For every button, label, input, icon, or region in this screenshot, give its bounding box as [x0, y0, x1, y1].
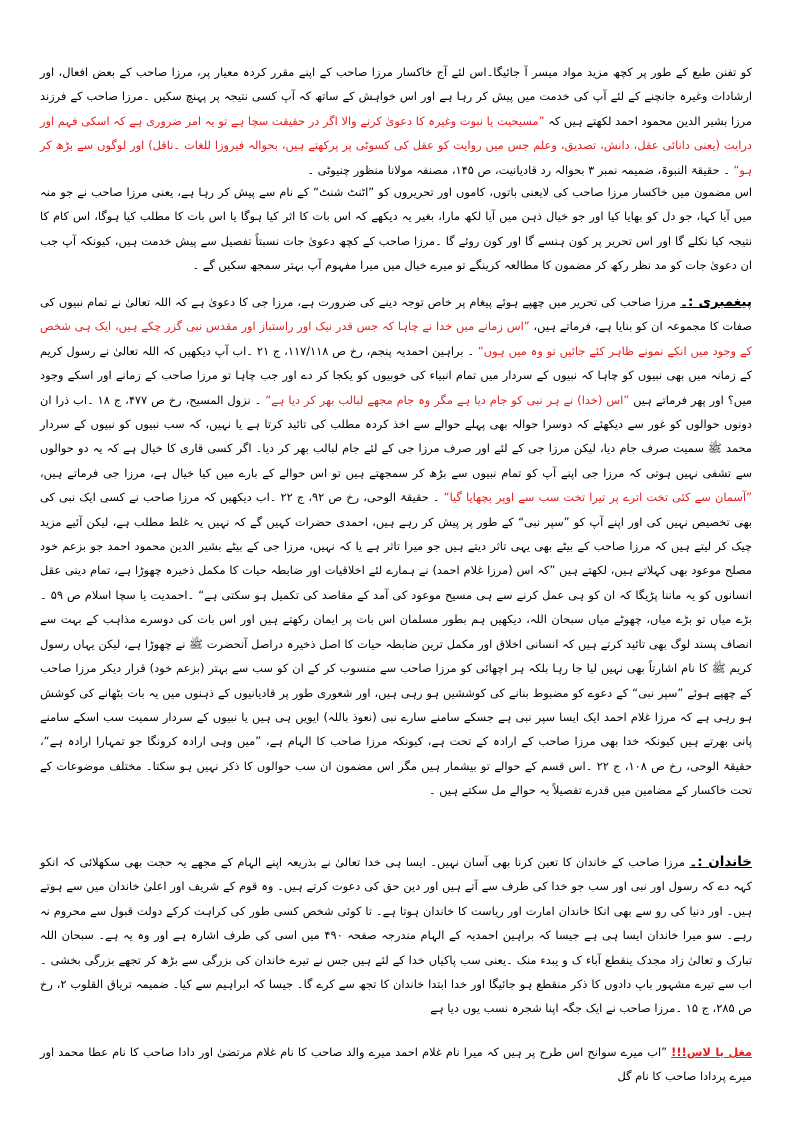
lineage-quote: ”اب میرے سوانح اس طرح پر ہیں کہ میرا نام غلام احمد میرے والد صاحب کا نام غلام مرتضیٰ اور دادا صاحب کا نام عطا محمد اور میرے پردادا صاحب کا نام گل — [40, 1045, 752, 1084]
prophethood-intro: مرزا صاحب کی تحریر میں چھپے ہوئے پیغام پر خاص توجہ دینے کی ضرورت ہے، مرزا جی کا دعویٰ ہے کہ اللہ تعالیٰ نے تمام نبیوں کی صفات کا مجموعہ ان کو بنایا ہے، فرماتے ہیں، — [40, 295, 752, 334]
quote-full-cup: ”اس (خدا) نے ہر نبی کو جام دیا ہے مگر وہ جام مجھے لبالب بھر کر دیا ہے“ — [265, 392, 630, 407]
prophethood-text-2: ۔ نزول المسیح، رخ ص ۴۷۷، ج ۱۸ ۔اب ذرا ان دونوں حوالوں کو غور سے دیکھئے کہ دوسرا حوالہ بھی پہلے حوالے سے اخذ کردہ مطلب کی تائید کرتا ہے یا نہیں، کہ سب نبیوں کو نبیوں کے سردار محمد ﷺ سمیت صرف جام دیا، لیکن مرزا جی کے لئے اور صرف مرزا جی کے لئے جام لبالب بھر کر دیا۔ اگر کسی قاری کا خیال ہے کہ یہ دو حوالوں سے تشفی نہیں ہوتی کہ مرزا جی اپنے آپ کو تمام نبیوں سے بڑھ کر سمجھتے ہیں تو اس حوالے کے بارے میں کیا خیال ہے، مرزا جی فرماتے ہیں، — [40, 392, 752, 480]
prophethood-text-1: ۔ براہین احمدیہ پنجم، رخ ص ۱۱۷/۱۱۸، ج ۲۱ ۔اب آپ دیکھیں کہ اللہ تعالیٰ نے رسول کریم کے زمانہ میں بھی نبیوں کو چاہا کہ نبیوں کے سردار میں تمام انبیاء کی خوبیوں کو یکجا کر دے اور جب چاہا تو مرزا صاحب کے زمانے اور اسکے وجود میں؟ اور پھر فرماتے ہیں — [40, 343, 753, 407]
prophethood-text-3: ۔ حقیقۃ الوحی، رخ ص ۹۲، ج ۲۲ ۔اب دیکھیں کہ مرزا صاحب نے کسی ایک نبی کی بھی تخصیص نہیں کی اور اپنے آپ کو ”سپر نبی“ کے طور پر پیش کر رہے ہیں، احمدی حضرات کہیں گے کہ نہیں یہ غلط مطلب ہے، لیکن آئیے مزید چیک کر لیتے ہیں کہ مرزا صاحب کے بیٹے بھی یہی تاثر دیتے ہیں جو میرا تاثر ہے یا کہ نہیں، مرزا جی کے بیٹے بشیر الدین محمود احمد جو بزعم خود مصلح موعود بھی کہلاتے ہیں، لکھتے ہیں ”کہ اس (مرزا غلام احمد) نے ہمارے لئے اخلاقیات اور ضابطہ حیات کا مکمل ذخیرہ چھوڑا ہے، تمام دینی عقل انسانوں کو یہ ماننا پڑیگا کہ ان کو ہی عمل کرنے سے ہی مسیح موعود کی آمد کے مقاصد کی تکمیل ہو سکتی ہے“ ۔احمدیت یا سچا اسلام ص ۵۹ ۔بڑے میاں تو بڑے میاں، چھوٹے میاں سبحان اللہ، دیکھیں ہم بطور مسلمان اس بات پر ایمان رکھتے ہیں اور اس بات کی دوسرے مذاہب کے بہت سے انصاف پسند لوگ بھی تائید کرتے ہیں کہ انسانی اخلاق اور مکمل ترین ضابطہ حیات کا اصل ذخیرہ دراصل آنحضرت ﷺ نے چھوڑا ہے، لیکن یہاں رسول کریم ﷺ کا نام اشارتاً بھی نہیں لیا جا رہا بلکہ ہر اچھائی کو مرزا صاحب سے منسوب کر کے ان کو سب سے بہتر (بزعم خود) قرار دیکر مرزا صاحب کے چھپے ہوئے ”سپر نبی“ کے دعوے کو مضبوط بنانے کی کوششیں ہو رہی ہیں، اور شعوری طور پر قادیانیوں کے ذہنوں میں یہ بات بٹھانے کی کوشش ہو رہی ہے کہ مرزا غلام احمد ایک ایسا سپر نبی ہے جسکے سامنے سارے نبی (نعوذ باللہ) ایویں ہی ہیں یا نبیوں کے سردار سمیت سب اسکے سامنے پانی بھرتے ہیں کیونکہ خدا بھی مرزا صاحب کے ارادہ کے تحت ہے، کیونکہ مرزا صاحب کا الہام ہے، ”میں وہی ارادہ کرونگا جو تمہارا ارادہ ہے“، حقیقۃ الوحی، رخ ص ۱۰۸، ج ۲۲ ۔اس قسم کے حوالے تو بیشمار ہیں مگر اس مضمون ان سب حوالوں کا ذکر نہیں ہو سکتا۔ مختلف موضوعات کے تحت خاکسار کے مضامین میں قدرے تفصیلاً یہ حوالے مل سکتے ہیں ۔ — [40, 490, 752, 798]
lineage-heading: مغل یا لاس!!! — [671, 1045, 752, 1059]
intro-text: کو تفنن طبع کے طور پر کچھ مزید مواد میسر آ جائیگا۔اس لئے آج خاکسار مرزا صاحب کے اپنے مقرر کردہ معیار پر، مرزا صاحب کے بعض افعال، اور ارشادات وغیرہ جانچنے کے لئے آپ کی خدمت میں پیش کر رہا ہے اور اس خواہش کے ساتھ کہ آپ کسی نتیجہ پر پہنچ سکیں ۔مرزا صاحب کے فرزند مرزا بشیر الدین محمود احمد لکھتے ہیں کہ — [40, 65, 753, 128]
family-section — [40, 850, 752, 1021]
quote-all-prophets: ”اس زمانے میں خدا نے چاہا کہ جس قدر نیک اور راستباز اور مقدس نبی گزر چکے ہیں، ایک ہی شخص کے وجود میں انکے نمونے ظاہر کئے جائیں تو وہ میں ہوں“ — [40, 319, 752, 358]
intro-reference: ۔ حقیقۃ النبوۃ، ضمیمہ نمبر ۳ بحوالہ رد قادیانیت، ص ۱۴۵، مصنفہ مولانا منظور چنیوٹی ۔ — [307, 162, 730, 177]
lineage-paragraph — [40, 1040, 752, 1089]
intro-paragraph — [40, 60, 752, 182]
section-heading-family: خاندان :۔ — [689, 854, 753, 870]
quote-throne: ”آسمان سے کئی تخت اترے پر تیرا تخت سب سے اوپر بچھایا گیا“ — [443, 490, 752, 505]
family-text: مرزا صاحب کے خاندان کا تعین کرنا بھی آسان نہیں۔ ایسا ہی خدا تعالیٰ نے بذریعہ اپنے الہام کے مجھے یہ حجت بھی سکھلائی کہ انکو کہہ دے کہ رسول اور نبی اور سب جو خدا کی طرف سے آتے ہیں اور دین حق کی دعوت کرتے ہیں۔ وہ قوم کے شریف اور اعلیٰ خاندان میں سے ہوتے ہیں۔ اور دنیا کی رو سے بھی انکا خاندان امارت اور ریاست کا خاندان ہوتا ہے۔ تا کوئی شخص کسی طور کی کراہت کرکے دولت قبول سے محروم نہ رہے۔ سو میرا خاندان ایسا ہی ہے جیسا کہ براہین احمدیہ کے الہام مندرجہ صفحہ ۴۹۰ میں اسی کی طرف اشارہ ہے اور وہ یہ ہے۔ سبحان اللہ تبارک و تعالیٰ زاد مجدک ینقطع آباء ک و یبدء منک ۔یعنی سب پاکیاں خدا کے لئے ہیں جس نے تیرے خاندان کی بزرگی سے بڑھ کر تجھے بزرگی بخشی ۔اب سے تیرے مشہور باپ دادوں کا ذکر منقطع ہو جائیگا اور خدا ابتدا خاندان کا تجھ سے کرے گا۔ جیسا کہ ابراہیم سے کیا۔ ضمیمہ تریاق القلوب ۲، رخ ص ۲۸۵، ج ۱۵ ۔مرزا صاحب نے ایک جگہ اپنا شجرہ نسب یوں دیا ہے — [40, 855, 752, 1016]
purpose-text: اس مضمون میں خاکسار مرزا صاحب کی لایعنی باتوں، کاموں اور تحریروں کو ”اٹنٹ شنٹ“ کے نام سے پیش کر رہا ہے، یعنی مرزا صاحب نے جو منہ میں آیا کہا، جو دل کو بھایا کیا اور جو خیال ذہن میں آیا لکھ مارا، بغیر یہ دیکھے کہ اس بات کا اثر کیا ہوگا یا اس بات کا مطلب کیا ہوگا، اس کام کا نتیجہ کیا نکلے گا اور اس تحریر پر کون ہنسے گا اور کون روئے گا ۔مرزا صاحب کے کچھ دعویٰ جات نسبتاً تفصیل سے پیش خدمت ہیں، کیونکہ آپ جب ان دعویٰ جات کو مد نظر رکھ کر مضمون کا مطالعہ کرینگے تو میرے خیال میں میرا مفہوم آپ بہتر سمجھ سکیں گے ۔ — [40, 185, 752, 273]
purpose-paragraph — [40, 180, 752, 278]
prophethood-section — [40, 290, 752, 803]
section-heading-prophethood: پیغمبری :۔ — [680, 294, 752, 310]
quote-prophethood-criterion: ”مسیحیت یا نبوت وغیرہ کا دعویٰ کرنے والا اگر در حقیقت سچا ہے تو یہ امر ضروری ہے کہ اسکی فہم اور درایت (یعنی دانائی عقل، دانش، تصدیق، وعلم جس میں روایت کو عقل کی کسوٹی پر پرکھتے ہیں، بحوالہ فیروزا للغات ۔ناقل) اور لوگوں سے بڑھ کر ہو“ — [40, 113, 752, 177]
